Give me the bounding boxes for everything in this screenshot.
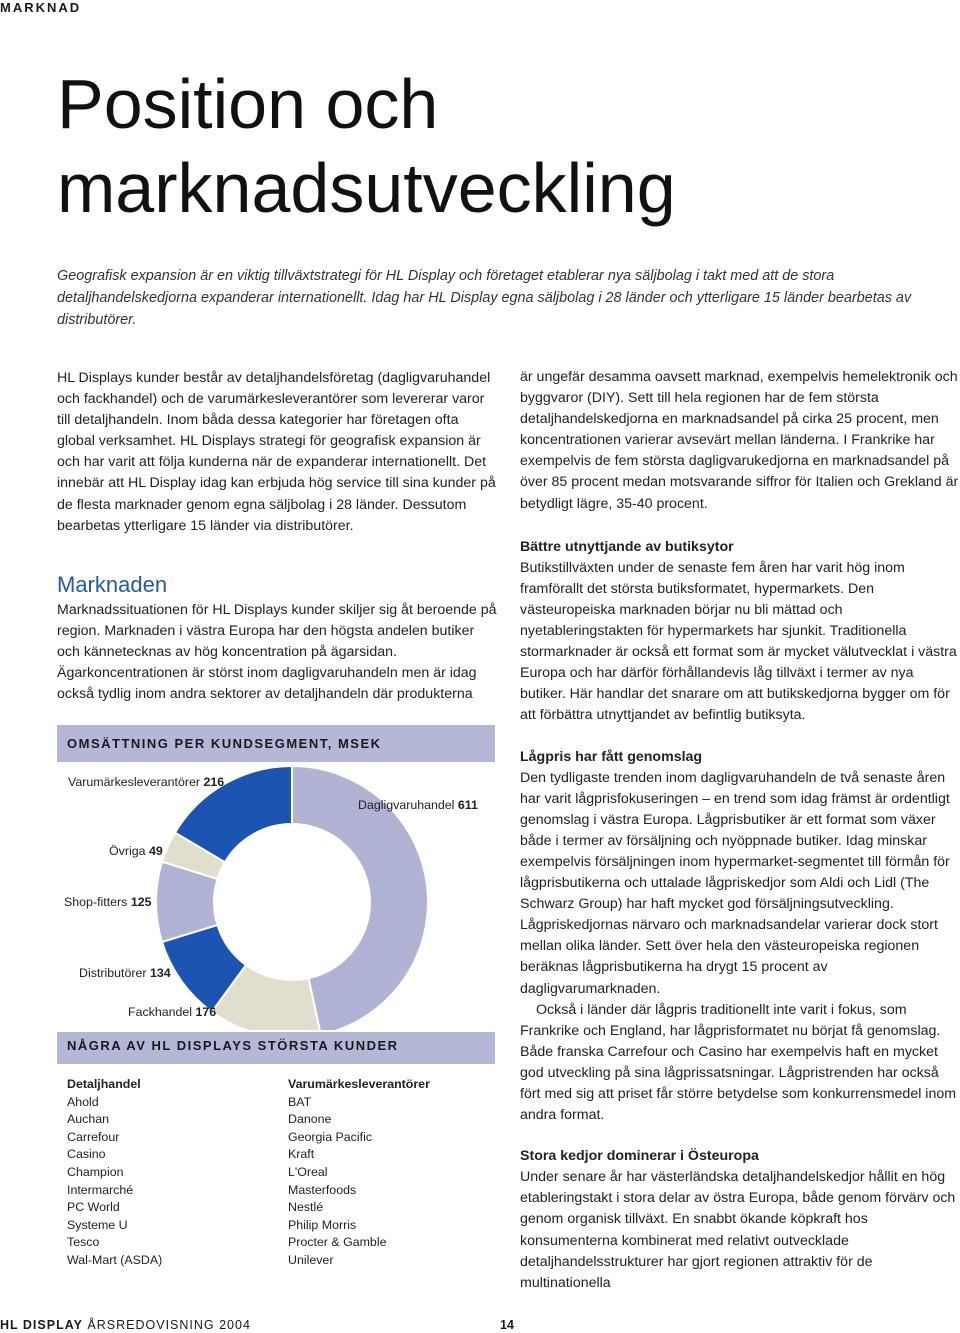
list-item: Carrefour bbox=[67, 1129, 120, 1144]
list-item: Masterfoods bbox=[288, 1182, 357, 1197]
label-distributorer: Distributörer 134 bbox=[79, 966, 171, 980]
list-item: Danone bbox=[288, 1112, 332, 1127]
subheading-butiksytor: Bättre utnyttjande av butiksytor bbox=[520, 538, 734, 555]
page-title bbox=[57, 62, 917, 230]
retail-heading: Detaljhandel bbox=[67, 1077, 141, 1091]
label-shop-fitters: Shop-fitters 125 bbox=[64, 895, 152, 909]
customers-title: NÅGRA AV HL DISPLAYS STÖRSTA KUNDER bbox=[67, 1038, 399, 1053]
right-paragraph-1: är ungefär desamma oavsett marknad, exempelvis hemelektronik och byggvaror (DIY). Sett till hela regionen har de fem största detaljhandelskedjorna en marknadsandel på cirka 25 procent, men koncentrationen varierar avsevärt mellan länderna. I Frankrike har exempelvis de fem största dagligvarukedjorna en marknadsandel på över 85 procent medan motsvarande siffror för Italien och Grekland är betydligt lägre, 35-40 procent. bbox=[520, 369, 959, 512]
right-paragraph-4: Också i länder där lågpris traditionellt inte varit i fokus, som Frankrike och England, har lågprisformatet nu börjat få genomslag. Både franska Carrefour och Casino har exempelvis haft en mycket god utveckling på sina lågprissatsningar. Lågpristrenden har också fört med sig att priset får större betydelse som konkurrensmedel inom andra format. bbox=[520, 1001, 957, 1124]
list-item: Georgia Pacific bbox=[288, 1129, 373, 1144]
list-item: Systeme U bbox=[67, 1217, 128, 1232]
market-heading: Marknaden bbox=[57, 572, 168, 597]
market-paragraph: Marknadssituationen för HL Displays kunder skiljer sig åt beroende på region. Marknaden i västra Europa har den högsta andelen butiker och kännetecknas av hög koncentration på ägarsidan. Ägarkoncentrationen är störst inom dagligvaruhandeln men är idag också tydlig inom andra sektorer av detaljhandeln där produkterna bbox=[57, 602, 497, 703]
list-item: L'Oreal bbox=[288, 1164, 328, 1179]
title-line-2: marknadsutveckling bbox=[57, 149, 676, 227]
chart-title: OMSÄTTNING PER KUNDSEGMENT, MSEK bbox=[67, 736, 382, 751]
label-dagligvaruhandel: Dagligvaruhandel 611 bbox=[358, 798, 478, 812]
list-item: Champion bbox=[67, 1164, 124, 1179]
subheading-osteuropa: Stora kedjor dominerar i Östeuropa bbox=[520, 1148, 759, 1165]
footer-publication bbox=[0, 1318, 251, 1332]
list-item: Philip Morris bbox=[288, 1217, 357, 1232]
list-item: BAT bbox=[288, 1094, 312, 1109]
list-item: Auchan bbox=[67, 1112, 110, 1127]
left-column bbox=[57, 368, 497, 537]
right-paragraph-5: Under senare år har västerländska detaljhandelskedjor hållit en hög etableringstakt i stora delar av östra Europa, både genom förvärv och genom organisk tillväxt. En snabbt ökande köpkraft hos konsumenterna kombinerat med relativt outvecklade detaljhandelsstrukturer har gjort regionen attraktiv för de multinationella bbox=[520, 1169, 956, 1291]
list-item: Ahold bbox=[67, 1094, 99, 1109]
footer-report: ÅRSREDOVISNING 2004 bbox=[87, 1318, 251, 1332]
list-item: Unilever bbox=[288, 1252, 334, 1267]
title-line-1: Position och bbox=[57, 65, 439, 143]
right-paragraph-2: Butikstillväxten under de senaste fem åren har varit hög inom framförallt det största butiksformatet, hypermarkets. Den västeuropeiska marknaden börjar nu bli mättad och nyetableringstakten för hypermarkets har sjunkit. Traditionella stormarknader är också ett format som är mycket välutvecklat i västra Europa och har därför förhållandevis låg tillväxt i termer av nya butiker. Här handlar det snarare om att butikskedjorna bygger om för att förbättra utnyttjandet av befintlig butiksyta. bbox=[520, 559, 957, 724]
list-item: Procter & Gamble bbox=[288, 1235, 387, 1250]
list-item: Kraft bbox=[288, 1147, 315, 1162]
page-number: 14 bbox=[500, 1318, 514, 1332]
retail-customers bbox=[67, 1076, 162, 1270]
list-item: Wal-Mart (ASDA) bbox=[67, 1252, 163, 1267]
brand-customers bbox=[288, 1076, 430, 1270]
list-item: Casino bbox=[67, 1147, 106, 1162]
label-varumarkesleverantorer: Varumärkesleverantörer 216 bbox=[68, 775, 225, 789]
list-item: Tesco bbox=[67, 1235, 100, 1250]
list-item: PC World bbox=[67, 1200, 120, 1215]
subheading-lagpris: Lågpris har fått genomslag bbox=[520, 748, 703, 765]
list-item: Nestlé bbox=[288, 1200, 324, 1215]
right-paragraph-3: Den tydligaste trenden inom dagligvaruhandeln de två senaste åren har varit lågprisfokuseringen – en trend som idag främst är ordentligt genomslag i västra Europa. Lågprisbutiker är ett format som växer både i termer av försäljning och nyöppnade butiker. Idag minskar exempelvis försäljningen inom hypermarket-segmentet till förmån för lågprisbutikerna och uttalade lågpriskedjor som Aldi och Lidl (The Schwarz Group) har haft mycket god försäljningsutveckling. Lågpriskedjornas närvaro och marknadsandelar varierar dock stort mellan olika länder. Sett över hela den västeuropeiska regionen beräknas lågprisbutikerna ha drygt 15 procent av dagligvarumarknaden. bbox=[520, 769, 950, 997]
list-item: Intermarché bbox=[67, 1182, 134, 1197]
right-column bbox=[520, 367, 960, 1294]
footer-brand: HL DISPLAY bbox=[0, 1318, 83, 1332]
label-fackhandel: Fackhandel 176 bbox=[128, 1005, 217, 1019]
brand-heading: Varumärkesleverantörer bbox=[288, 1077, 430, 1091]
ingress: Geografisk expansion är en viktig tillväxtstrategi för HL Display och företaget etablerar nya säljbolag i takt med att de stora detaljhandelskedjorna expanderar internationellt. Idag har HL Display egna säljbolag i 28 länder och ytterligare 15 länder bearbetas av distributörer. bbox=[57, 268, 912, 328]
label-ovriga: Övriga 49 bbox=[109, 844, 163, 858]
section-tag: MARKNAD bbox=[0, 0, 82, 15]
left-intro-paragraph: HL Displays kunder består av detaljhandelsföretag (dagligvaruhandel och fackhandel) och de varumärkesleverantörer som levererar varor till detaljhandeln. Inom båda dessa kategorier har företagen ofta global verksamhet. HL Displays strategi för geografisk expansion är och har varit att följa kunderna när de expanderar internationellt. Det innebär att HL Display idag kan erbjuda hög service till sina kunder på de flesta marknader genom egna säljbolag i 28 länder. Dessutom bearbetas ytterligare 15 länder via distributörer. bbox=[57, 370, 496, 534]
